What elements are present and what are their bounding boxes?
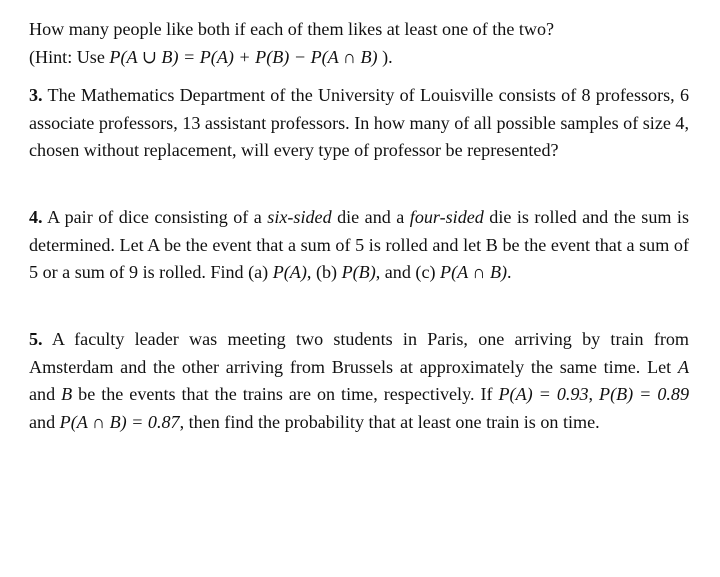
math-expression: B xyxy=(61,384,73,405)
problem-number: 3. xyxy=(29,85,43,106)
math-expression: P(A ∩ B) xyxy=(440,262,508,283)
problem-3 xyxy=(29,82,689,165)
problem-text: . xyxy=(507,262,512,283)
emphasis-text: four-sided xyxy=(409,207,484,228)
hint-suffix: ). xyxy=(377,46,393,67)
emphasis-text: six-sided xyxy=(267,207,332,228)
math-expression: P(A) = 0.93 xyxy=(498,384,589,405)
math-expression: P(A ∩ B) = 0.87 xyxy=(59,411,180,432)
problem-text: , xyxy=(588,384,600,405)
problem-text: and xyxy=(29,384,62,405)
question-text: How many people like both if each of them likes at least one of the two? xyxy=(29,19,555,40)
math-expression: P(B) xyxy=(341,262,376,283)
problem-4 xyxy=(29,204,689,287)
problem-text: A pair of dice consisting of a xyxy=(47,207,268,228)
problem-text: die and a xyxy=(331,207,410,228)
problem-number: 4. xyxy=(29,207,43,228)
problem-text: be the events that the trains are on time, respectively. If xyxy=(72,384,499,405)
problem-text: , and (c) xyxy=(375,262,441,283)
problem-text: , (b) xyxy=(306,262,342,283)
problem-5 xyxy=(29,326,689,436)
problem-number: 5. xyxy=(29,329,43,350)
math-expression: P(B) = 0.89 xyxy=(599,384,690,405)
problem-text: and xyxy=(29,411,60,432)
math-expression: A xyxy=(677,356,689,377)
math-expression: P(A) xyxy=(272,262,307,283)
problem-text: die is rolled and the sum is determined. Let A be the event that a sum of 5 is rolled and let B be the event that a sum of 5 or a sum of 9 is rolled. Find (a) xyxy=(29,207,689,283)
hint-prefix: (Hint: Use xyxy=(29,46,110,67)
problem-text: A faculty leader was meeting two students in Paris, one arriving by train from Amsterdam and the other arriving from Brussels at approximately the same time. Let xyxy=(29,329,689,377)
problem-text: The Mathematics Department of the University of Louisville consists of 8 professors, 6 associate professors, 13 assistant professors. In how many of all possible samples of size 4, chosen without replacement, will every type of professor be represented? xyxy=(29,85,689,161)
problem-text: , then find the probability that at least one train is on time. xyxy=(179,411,600,432)
problem-continuation xyxy=(29,16,689,71)
hint-formula: P(A ∪ B) = P(A) + P(B) − P(A ∩ B) xyxy=(109,46,378,67)
